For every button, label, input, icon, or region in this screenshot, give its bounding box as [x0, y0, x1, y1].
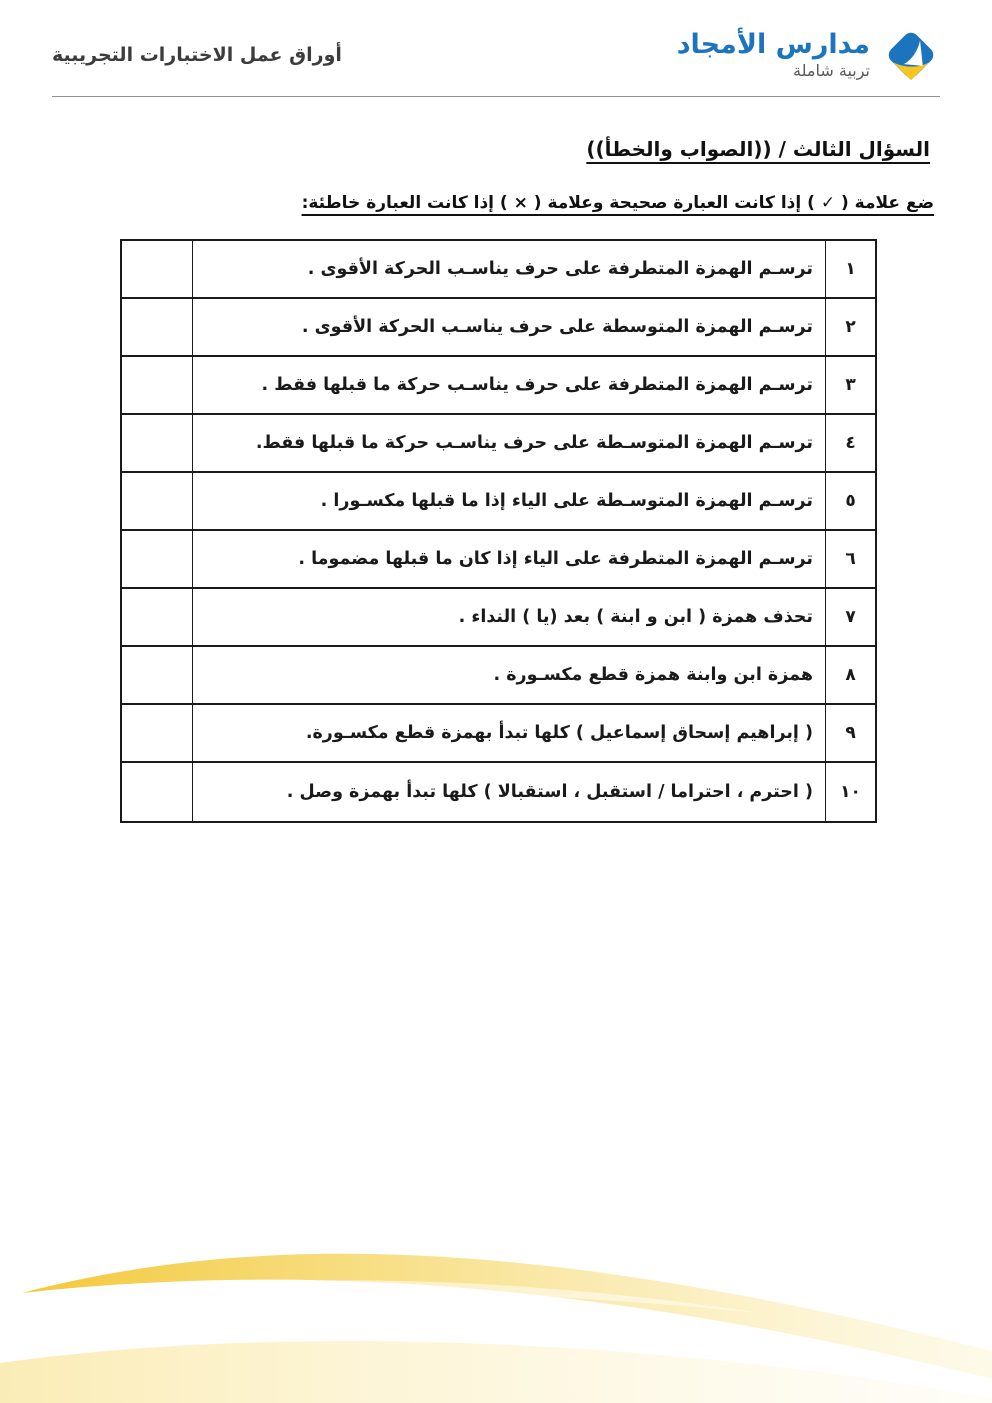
- answer-cell: [122, 763, 192, 821]
- answer-cell: [122, 415, 192, 471]
- instruction-text: ضع علامة ( ✓ ) إذا كانت العبارة صحيحة وعلامة ( × ) إذا كانت العبارة خاطئة:: [301, 193, 934, 213]
- statement-text: ترسـم الهمزة المتوسطة على حرف يناسـب الحركة الأقوى .: [192, 299, 825, 355]
- statement-text: همزة ابن وابنة همزة قطع مكسـورة .: [192, 647, 825, 703]
- answer-cell: [122, 647, 192, 703]
- row-number: ٦: [825, 531, 875, 587]
- table-row: [122, 473, 875, 531]
- table-row: [122, 589, 875, 647]
- logo-school-name: مدارس الأمجاد: [676, 28, 870, 60]
- answer-cell: [122, 589, 192, 645]
- statement-text: ترسـم الهمزة المتطرفة على الياء إذا كان ما قبلها مضموما .: [192, 531, 825, 587]
- diamond-logo-icon: [882, 26, 940, 84]
- row-number: ٩: [825, 705, 875, 761]
- answer-cell: [122, 473, 192, 529]
- main-content: [0, 137, 992, 823]
- table-row: [122, 647, 875, 705]
- table-row: [122, 763, 875, 821]
- decorative-swoosh: [0, 1193, 992, 1403]
- table-row: [122, 531, 875, 589]
- answer-cell: [122, 531, 192, 587]
- answer-cell: [122, 241, 192, 297]
- header-divider: [52, 96, 940, 97]
- statement-text: ترسـم الهمزة المتوسـطة على حرف يناسـب حركة ما قبلها فقط.: [192, 415, 825, 471]
- page-header: [0, 0, 992, 84]
- statement-text: ترسـم الهمزة المتطرفة على حرف يناسـب حركة ما قبلها فقط .: [192, 357, 825, 413]
- answer-cell: [122, 357, 192, 413]
- row-number: ١٠: [825, 763, 875, 821]
- row-number: ٧: [825, 589, 875, 645]
- table-row: [122, 357, 875, 415]
- statement-text: ( احترم ، احتراما / استقبل ، استقبالا ) كلها تبدأ بهمزة وصل .: [192, 763, 825, 821]
- logo-tagline: تربية شاملة: [793, 61, 870, 81]
- row-number: ١: [825, 241, 875, 297]
- answer-cell: [122, 299, 192, 355]
- row-number: ٣: [825, 357, 875, 413]
- table-row: [122, 705, 875, 763]
- statement-text: ترسـم الهمزة المتطرفة على حرف يناسـب الحركة الأقوى .: [192, 241, 825, 297]
- row-number: ٥: [825, 473, 875, 529]
- table-row: [122, 299, 875, 357]
- table-row: [122, 415, 875, 473]
- true-false-table: [120, 239, 877, 823]
- worksheet-title: أوراق عمل الاختبارات التجريبية: [52, 44, 342, 66]
- statement-text: ( إبراهيم إسحاق إسماعيل ) كلها تبدأ بهمزة قطع مكسـورة.: [192, 705, 825, 761]
- table-row: [122, 241, 875, 299]
- row-number: ٨: [825, 647, 875, 703]
- answer-cell: [122, 705, 192, 761]
- section-title: السؤال الثالث / ((الصواب والخطأ)): [586, 137, 930, 161]
- logo-text-block: [677, 30, 870, 81]
- row-number: ٤: [825, 415, 875, 471]
- row-number: ٢: [825, 299, 875, 355]
- statement-text: ترسـم الهمزة المتوسـطة على الياء إذا ما قبلها مكسـورا .: [192, 473, 825, 529]
- school-logo: [677, 26, 940, 84]
- statement-text: تحذف همزة ( ابن و ابنة ) بعد (يا ) النداء .: [192, 589, 825, 645]
